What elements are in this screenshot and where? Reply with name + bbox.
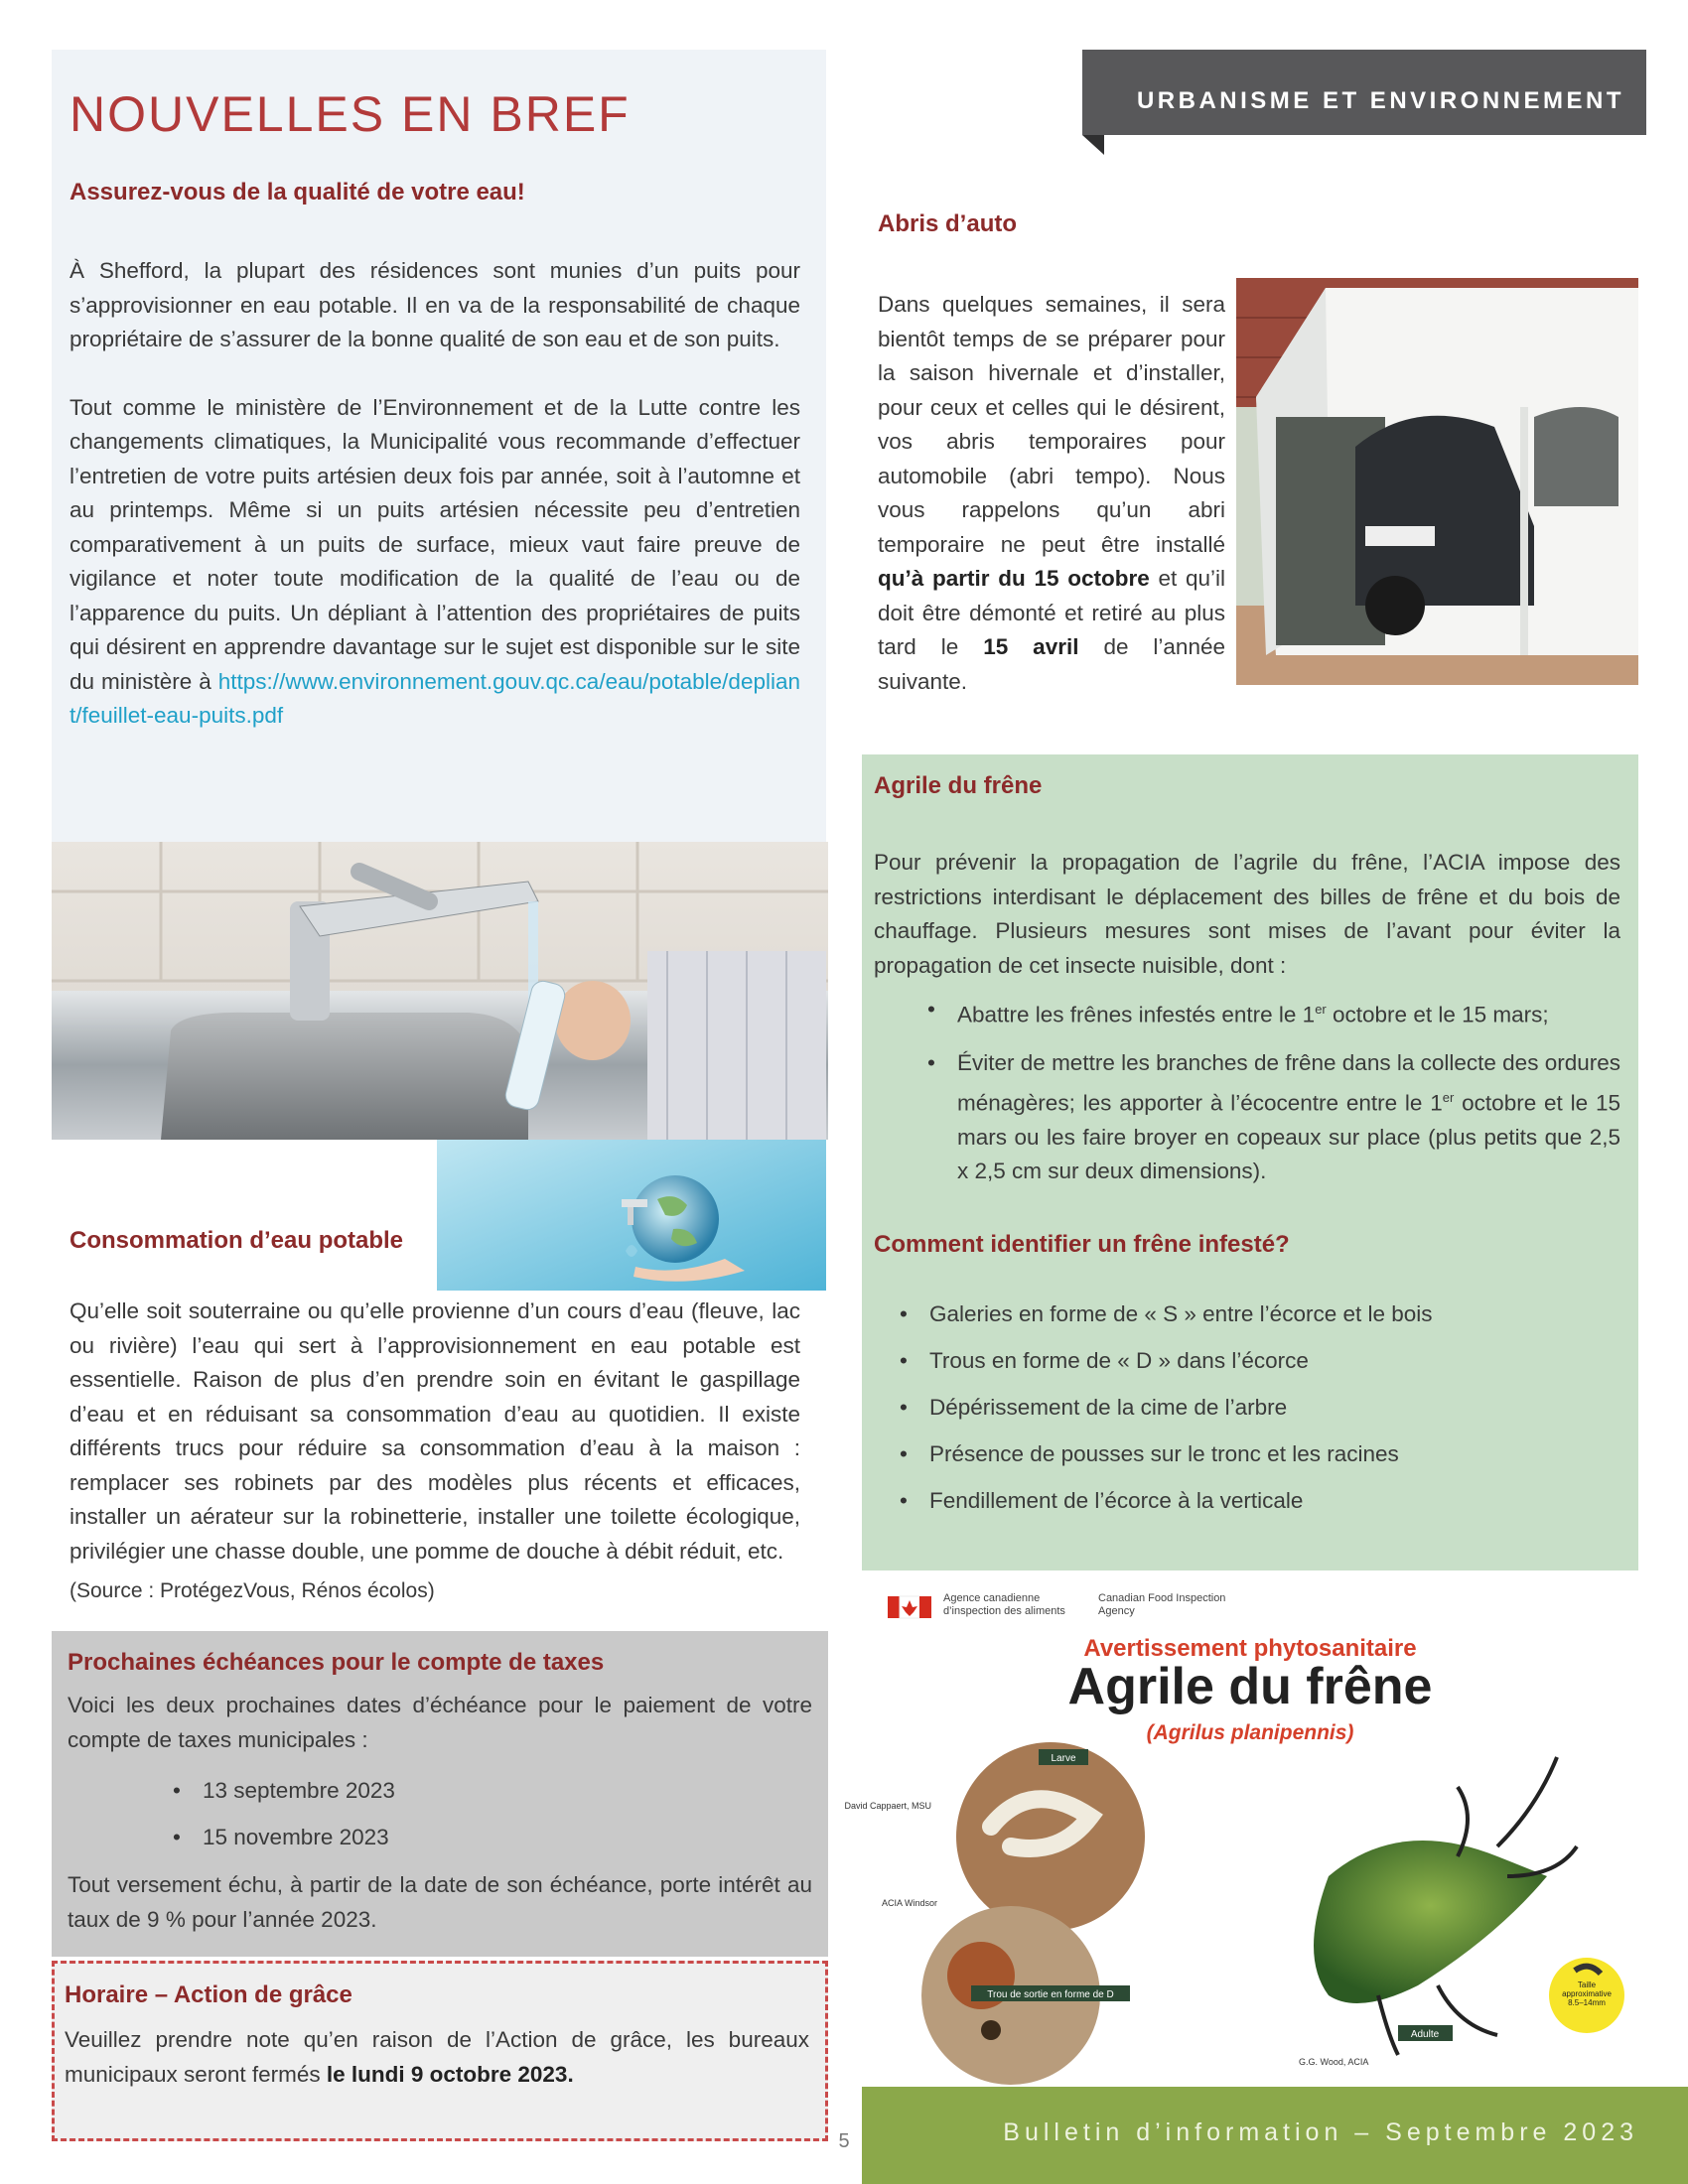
water-quality-article: [70, 179, 800, 734]
section-label: URBANISME ET ENVIRONNEMENT: [1136, 87, 1624, 114]
carport-text-3: de l’année suivante.: [878, 634, 1225, 694]
carport-heading: Abris d’auto: [878, 210, 1018, 237]
infestation-sign: • Galeries en forme de « S » entre l’écorce et le bois: [929, 1291, 1620, 1337]
poster-artwork: [844, 1578, 1638, 2085]
thanksgiving-box: [52, 1961, 828, 2141]
latin-name: (Agrilus planipennis): [1146, 1721, 1354, 1744]
emerald-ash-borer-poster: [844, 1578, 1638, 2085]
carport-start-date: qu’à partir du 15 octobre: [878, 566, 1150, 591]
bulletin-footer: Bulletin d’information – Septembre 2023: [1003, 2118, 1638, 2146]
faucet-photo: [52, 842, 828, 1140]
credit-windsor: ACIA Windsor: [882, 1898, 938, 1908]
carport-article: [878, 288, 1225, 699]
section-tab-fold: [1082, 135, 1104, 155]
identify-heading: Comment identifier un frêne infesté?: [874, 1230, 1290, 1258]
faucet-image: [52, 842, 828, 1140]
carport-text-1: Dans quelques semaines, il sera bientôt temps de se préparer pour la saison hivernale et d’installer, pour ceux et celles qui le désirent, vos abris temporaires pour automobile (abri tempo). Nous vous rappelons qu’un abri temporaire ne peut être installé: [878, 292, 1225, 557]
thanksgiving-date: le lundi 9 octobre 2023.: [326, 2061, 574, 2087]
tax-date-list: [203, 1767, 812, 1860]
ash-borer-intro: Pour prévenir la propagation de l’agrile du frêne, l’ACIA impose des restrictions interdisant le déplacement des billes de frêne et du bois de chauffage. Plusieurs mesures sont mises de l’avant pour éviter la propagation de cet insecte nuisible, dont :: [874, 850, 1620, 978]
water-quality-p2-text: Tout comme le ministère de l’Environnement et de la Lutte contre les changements climatiques, la Municipalité vous recommande d’effectuer l’entretien de votre puits artésien deux fois par année, soit à l’automne et au printemps. Même si un puits artésien nécessite peu d’entretien comparativement à un puits de surface, mieux vaut faire preuve de vigilance et noter toute modification de la qualité de l’eau ou de l’apparence du puits. Un dépliant à l’attention des propriétaires de puits qui désirent en apprendre davantage sur le sujet est disponible sur le site du ministère à: [70, 394, 800, 694]
flag-right-bar: [919, 1596, 931, 1618]
exit-hole-label: Trou de sortie en forme de D: [987, 1989, 1114, 2000]
ash-borer-box: [862, 754, 1638, 1570]
measure-1-text-end: octobre et le 15 mars;: [1326, 1002, 1549, 1027]
agency-french: Agence canadienne d’inspection des aliments: [943, 1592, 1065, 1617]
water-quality-paragraph-2: [70, 391, 800, 734]
consumption-heading: Consommation d’eau potable: [70, 1227, 404, 1254]
tax-deadlines-box: [52, 1631, 828, 1957]
thanksgiving-heading: Horaire – Action de grâce: [65, 1981, 352, 2008]
infestation-sign: • Fendillement de l’écorce à la verticale: [929, 1477, 1620, 1524]
consumption-source: (Source : ProtégezVous, Rénos écolos): [70, 1579, 435, 1602]
tax-heading: Prochaines échéances pour le compte de taxes: [68, 1649, 605, 1676]
measure-2-sup: er: [1442, 1089, 1455, 1105]
warning-label: Avertissement phytosanitaire: [1083, 1635, 1417, 1662]
credit-wood: G.G. Wood, ACIA: [1299, 2057, 1369, 2067]
page-title: NOUVELLES EN BREF: [70, 86, 631, 142]
infestation-signs-list: [929, 1291, 1620, 1524]
ash-borer-heading: Agrile du frêne: [874, 772, 1043, 799]
larva-label: Larve: [1051, 1753, 1076, 1764]
measure-2-text-end: octobre et le 15 mars ou les faire broyer en copeaux sur place (plus petits que 2,5 x 2,5 cm sur deux dimensions).: [957, 1090, 1620, 1183]
size-label: Taille approximative 8.5–14mm: [1562, 1980, 1612, 2007]
ash-measure-item: [957, 993, 1620, 1032]
water-quality-heading: Assurez-vous de la qualité de votre eau!: [70, 179, 525, 205]
measure-1-text: Abattre les frênes infestés entre le 1: [957, 1002, 1316, 1027]
ministry-leaflet-link[interactable]: https://www.environnement.gouv.qc.ca/eau/potable/depliant/feuillet-eau-puits.pdf: [70, 668, 800, 728]
tax-date-item: • 15 novembre 2023: [203, 1814, 812, 1860]
water-globe-image: [437, 1140, 826, 1291]
consumption-article: [70, 1295, 800, 1609]
poster-title: Agrile du frêne: [1067, 1658, 1433, 1715]
water-quality-paragraph-1: À Shefford, la plupart des résidences sont munies d’un puits pour s’approvisionner en eau potable. Il en va de la responsabilité de chaque propriétaire de s’assurer de la bonne qualité de son eau et de son puits.: [70, 258, 800, 351]
flag-left-bar: [888, 1596, 900, 1618]
carport-end-date: 15 avril: [983, 634, 1079, 659]
ash-measure-item: [957, 1046, 1620, 1189]
credit-msu: David Cappaert, MSU: [844, 1801, 931, 1811]
ash-measures-list: [957, 993, 1620, 1189]
tax-intro: Voici les deux prochaines dates d’échéance pour le paiement de votre compte de taxes municipales :: [68, 1693, 812, 1752]
carport-text-2: et qu’il doit être démonté et retiré au plus tard le: [878, 566, 1225, 659]
thanksgiving-paragraph: [65, 2023, 809, 2092]
thanksgiving-text: Veuillez prendre note qu’en raison de l’Action de grâce, les bureaux municipaux seront fermés: [65, 2027, 809, 2087]
tax-interest-note: Tout versement échu, à partir de la date de son échéance, porte intérêt au taux de 9 % pour l’année 2023.: [68, 1872, 812, 1932]
carport-photo: [1236, 278, 1638, 685]
measure-1-sup: er: [1315, 1002, 1327, 1017]
carport-paragraph: [878, 288, 1225, 699]
tax-date-item: • 13 septembre 2023: [203, 1767, 812, 1814]
infestation-sign: • Trous en forme de « D » dans l’écorce: [929, 1337, 1620, 1384]
infestation-sign: • Présence de pousses sur le tronc et les racines: [929, 1431, 1620, 1477]
adult-label: Adulte: [1410, 2029, 1440, 2040]
agency-english: Canadian Food Inspection Agency: [1098, 1592, 1226, 1617]
carport-image: [1236, 278, 1638, 685]
infestation-sign: • Dépérissement de la cime de l’arbre: [929, 1384, 1620, 1431]
beetle-illustration: [1314, 1757, 1577, 2055]
measure-2-text: Éviter de mettre les branches de frêne dans la collecte des ordures ménagères; les apporter à l’écocentre entre le 1: [957, 1050, 1620, 1115]
consumption-paragraph: Qu’elle soit souterraine ou qu’elle provienne d’un cours d’eau (fleuve, lac ou rivière) l’eau qui sert à l’approvisionnement en eau potable est essentielle. Raison de plus d’en prendre soin en évitant le gaspillage d’eau et en réduisant sa consommation d’eau au quotidien. Il existe différents trucs pour réduire sa consommation d’eau à la maison : remplacer ses robinets par des modèles plus récents et efficaces, installer un aérateur sur la robinetterie, installer une toilette écologique, privilégier une chasse double, une pomme de douche à débit réduit, etc.: [70, 1298, 800, 1564]
page-number: 5: [838, 2130, 850, 2152]
globe-photo: [437, 1140, 826, 1291]
